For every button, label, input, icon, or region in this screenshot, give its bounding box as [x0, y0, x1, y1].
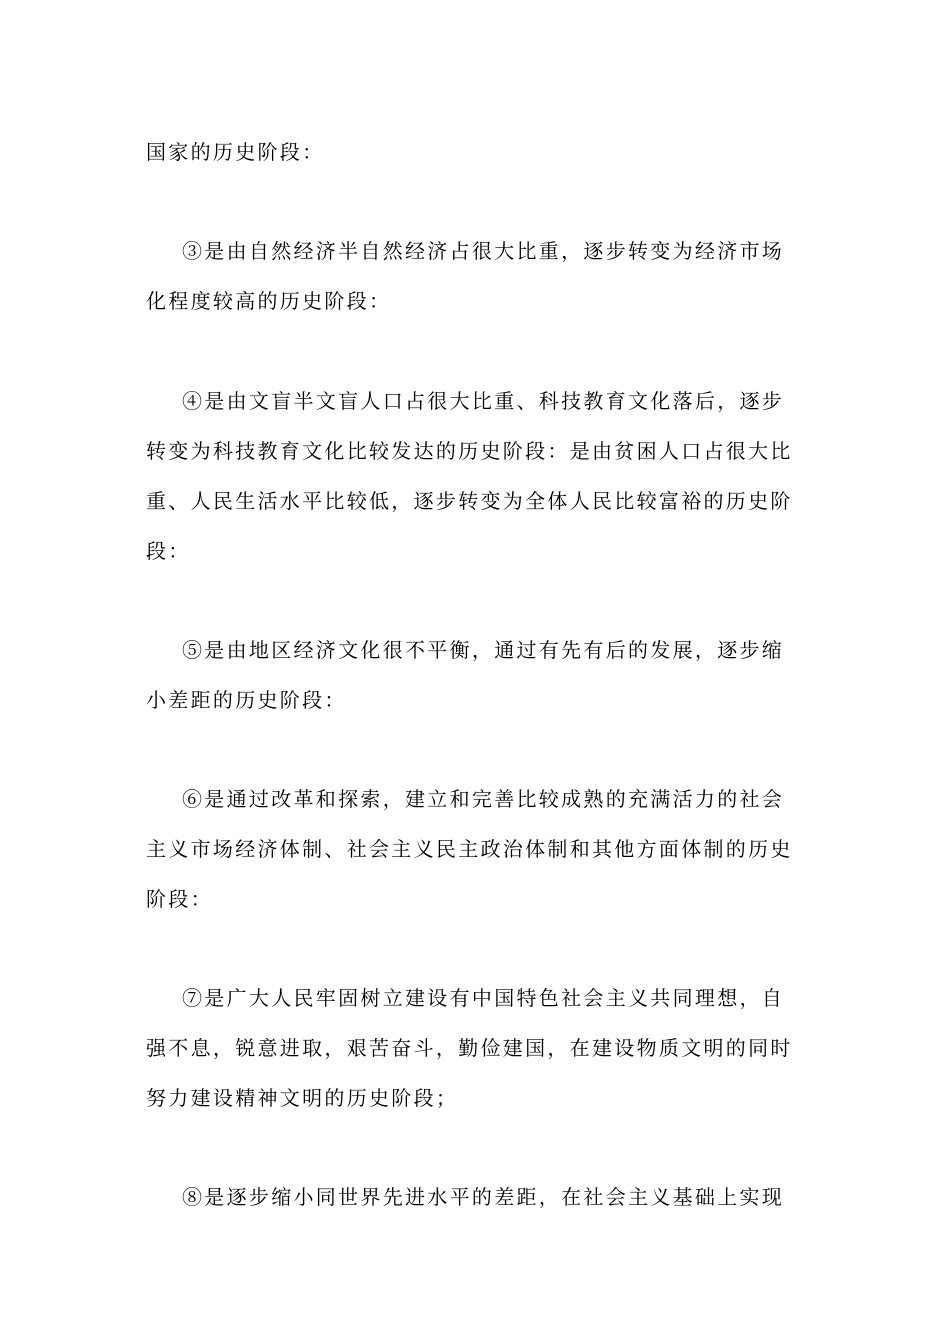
paragraph-item-5: [146, 625, 806, 725]
text-line: 阶段：: [146, 887, 213, 911]
text-line: 重、人民生活水平比较低，逐步转变为全体人民比较富裕的历史阶: [146, 489, 793, 513]
paragraph-item-7: [146, 973, 806, 1123]
text-line: ⑦是广大人民牢固树立建设有中国特色社会主义共同理想，自: [182, 986, 785, 1010]
text-line: ④是由文盲半文盲人口占很大比重、科技教育文化落后，逐步: [182, 389, 785, 413]
text-line: 段：: [146, 539, 191, 563]
text-line: 国家的历史阶段：: [146, 140, 325, 164]
paragraph-intro: [146, 127, 806, 177]
paragraph-item-4: [146, 376, 806, 576]
text-line: 强不息，锐意进取，艰苦奋斗，勤俭建国，在建设物质文明的同时: [146, 1036, 793, 1060]
paragraph-item-3: [146, 226, 806, 326]
paragraph-item-8: [146, 1172, 806, 1222]
text-line: 努力建设精神文明的历史阶段；: [146, 1086, 459, 1110]
text-line: 转变为科技教育文化比较发达的历史阶段：是由贫困人口占很大比: [146, 439, 793, 463]
text-line: ⑥是通过改革和探索，建立和完善比较成熟的充满活力的社会: [182, 787, 785, 811]
text-line: ③是由自然经济半自然经济占很大比重，逐步转变为经济市场: [182, 239, 785, 263]
text-line: 化程度较高的历史阶段：: [146, 289, 392, 313]
text-line: 主义市场经济体制、社会主义民主政治体制和其他方面体制的历史: [146, 837, 793, 861]
text-line: ⑧是逐步缩小同世界先进水平的差距，在社会主义基础上实现: [182, 1185, 785, 1209]
text-line: ⑤是由地区经济文化很不平衡，通过有先有后的发展，逐步缩: [182, 638, 785, 662]
text-line: 小差距的历史阶段：: [146, 688, 347, 712]
paragraph-item-6: [146, 774, 806, 924]
